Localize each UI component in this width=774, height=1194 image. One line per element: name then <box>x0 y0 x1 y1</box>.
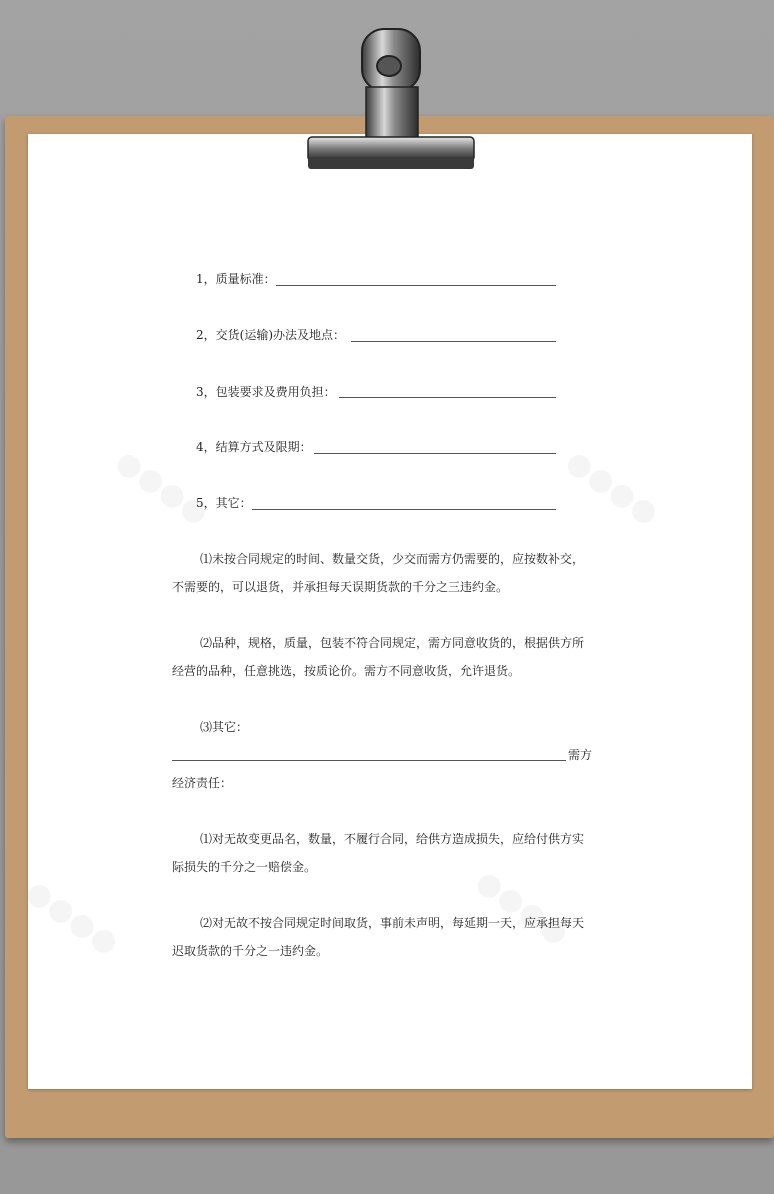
blank-line-packaging[interactable] <box>339 397 556 398</box>
blank-line-quality[interactable] <box>276 285 556 286</box>
document-paper <box>28 134 752 1089</box>
item-other: 5，其它： <box>196 496 252 510</box>
clause-text: 不需要的，可以退货，并承担每天误期货款的千分之三违约金。 <box>172 580 509 594</box>
clause-text: 迟取货款的千分之一违约金。 <box>172 944 329 958</box>
item-delivery-method: 2，交货(运输)办法及地点： <box>196 328 345 342</box>
clause-text: 经营的品种，任意挑选，按质论价。需方不同意收货，允许退货。 <box>172 664 521 678</box>
blank-line-clause-other[interactable] <box>172 760 566 761</box>
clause-other-label: ⑶其它： <box>200 720 249 734</box>
clause-text: ⑵品种，规格，质量，包装不符合同规定，需方同意收货的，根据供方所 <box>200 636 585 650</box>
item-packaging: 3，包装要求及费用负担： <box>196 385 336 399</box>
section-heading: 经济责任： <box>172 776 233 790</box>
clause-text: ⑴对无故变更品名，数量，不履行合同，给供方造成损失，应给付供方实 <box>200 832 585 846</box>
blank-line-delivery[interactable] <box>351 341 556 342</box>
clause-text: 际损失的千分之一赔偿金。 <box>172 860 317 874</box>
clause-suffix: 需方 <box>568 748 593 762</box>
item-quality-standard: 1，质量标准： <box>196 272 276 286</box>
clause-text: ⑴未按合同规定的时间、数量交货，少交而需方仍需要的，应按数补交， <box>200 552 585 566</box>
blank-line-settlement[interactable] <box>314 453 556 454</box>
binder-clip-icon <box>296 25 480 177</box>
item-settlement: 4，结算方式及限期： <box>196 440 312 454</box>
clause-text: ⑵对无故不按合同规定时间取货，事前未声明，每延期一天，应承担每天 <box>200 916 585 930</box>
blank-line-other[interactable] <box>252 509 556 510</box>
